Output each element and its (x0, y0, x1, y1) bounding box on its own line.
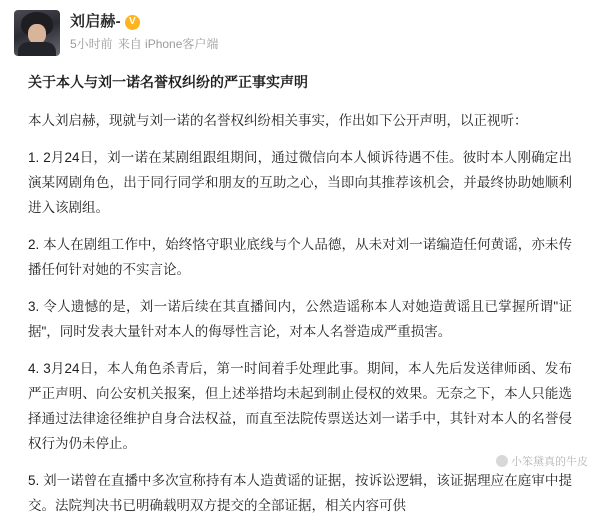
post-paragraph: 2. 本人在剧组工作中，始终恪守职业底线与个人品德，从未对刘一诺编造任何黄谣，亦未传播任何针对她的不实言论。 (28, 237, 572, 277)
post-header (14, 10, 586, 62)
post-source[interactable]: 来自 iPhone客户端 (117, 37, 219, 51)
verified-badge-icon (125, 15, 140, 30)
post-header-text (70, 10, 218, 52)
post-paragraph: 4. 3月24日，本人角色杀青后，第一时间着手处理此事。期间，本人先后发送律师函、发布严正声明、向公安机关报案，但上述举措均未起到制止侵权的效果。无奈之下，本人只能选择通过法律途径维护自身合法权益，而直至法院传票送达刘一诺手中，其针对本人的名誉侵权行为仍未停止。 (28, 361, 572, 451)
post-title: 关于本人与刘一诺名誉权纠纷的严正事实声明 (28, 74, 308, 90)
post-time: 5小时前 (70, 37, 113, 51)
post-paragraph: 1. 2月24日，刘一诺在某剧组跟组期间，通过微信向本人倾诉待遇不佳。彼时本人刚确定出演某网剧角色，出于同行同学和朋友的互助之心，当即向其推荐该机会，并最终协助她顺利进入该剧组。 (28, 150, 572, 215)
author-row (70, 12, 218, 32)
watermark (496, 453, 588, 469)
post-paragraph: 3. 令人遗憾的是，刘一诺后续在其直播间内，公然造谣称本人对她造黄谣且已掌握所谓"证据"，同时发表大量针对本人的侮辱性言论，对本人名誉造成严重损害。 (28, 299, 572, 339)
avatar-body (18, 42, 56, 56)
author-name[interactable]: 刘启赫- (70, 13, 121, 30)
watermark-text: 小笨黛真的牛皮 (511, 456, 588, 468)
post-paragraph: 本人刘启赫，现就与刘一诺的名誉权纠纷相关事实，作出如下公开声明，以正视听： (28, 113, 528, 128)
post-paragraph: 5. 刘一诺曾在直播中多次宣称持有本人造黄谣的证据，按诉讼逻辑，该证据理应在庭审中提交。法院判决书已明确载明双方提交的全部证据，相关内容可供 (28, 473, 572, 513)
watermark-logo-icon (496, 455, 508, 467)
post-meta (70, 36, 218, 52)
avatar[interactable] (14, 10, 60, 56)
avatar-face (28, 24, 46, 44)
post-content (14, 70, 586, 518)
